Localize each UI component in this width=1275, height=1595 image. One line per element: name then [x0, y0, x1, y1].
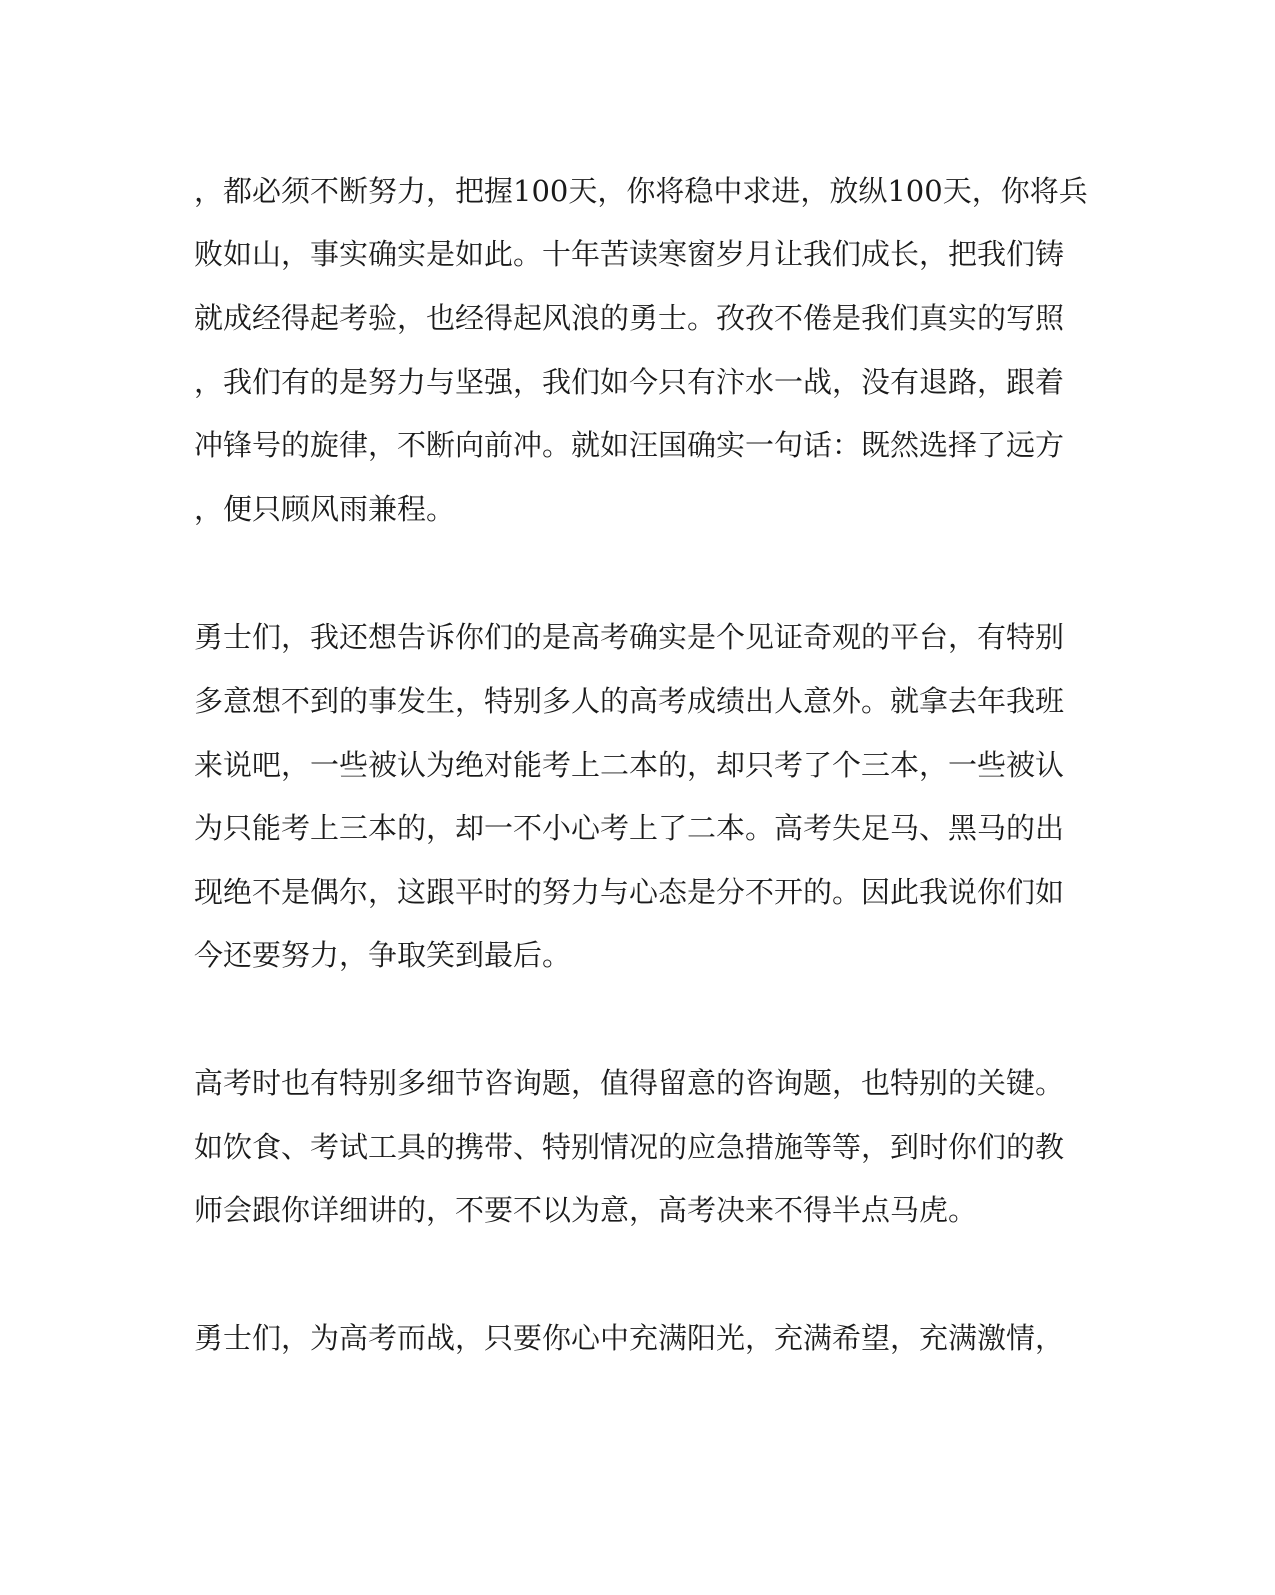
paragraph-line: 败如山，事实确实是如此。十年苦读寒窗岁月让我们成长，把我们铸 — [194, 237, 1065, 271]
paragraph-line: 就成经得起考验，也经得起风浪的勇士。孜孜不倦是我们真实的写照 — [194, 301, 1065, 335]
paragraph-line: ，便只顾风雨兼程。 — [194, 492, 456, 526]
paragraph-line: 勇士们，我还想告诉你们的是高考确实是个见证奇观的平台，有特别 — [194, 620, 1065, 654]
paragraph-line: 来说吧，一些被认为绝对能考上二本的，却只考了个三本，一些被认 — [194, 748, 1065, 782]
paragraph-line: 现绝不是偶尔，这跟平时的努力与心态是分不开的。因此我说你们如 — [194, 875, 1065, 909]
paragraph-line: ，我们有的是努力与坚强，我们如今只有汴水一战，没有退路，跟着 — [194, 365, 1065, 399]
paragraph-line: 为只能考上三本的，却一不小心考上了二本。高考失足马、黑马的出 — [194, 811, 1065, 845]
paragraph-line: 如饮食、考试工具的携带、特别情况的应急措施等等，到时你们的教 — [194, 1130, 1065, 1164]
paragraph-line: 多意想不到的事发生，特别多人的高考成绩出人意外。就拿去年我班 — [194, 684, 1065, 718]
paragraph-line: 冲锋号的旋律，不断向前冲。就如汪国确实一句话：既然选择了远方 — [194, 428, 1065, 462]
paragraph-line: 勇士们，为高考而战，只要你心中充满阳光，充满希望，充满激情， — [194, 1321, 1065, 1355]
paragraph-line: 高考时也有特别多细节咨询题，值得留意的咨询题，也特别的关键。 — [194, 1066, 1065, 1100]
paragraph-line: 师会跟你详细讲的，不要不以为意，高考决来不得半点马虎。 — [194, 1193, 978, 1227]
paragraph-line: 今还要努力，争取笑到最后。 — [194, 938, 572, 972]
paragraph-line: ，都必须不断努力，把握100天，你将稳中求进，放纵100天，你将兵 — [194, 174, 1088, 208]
